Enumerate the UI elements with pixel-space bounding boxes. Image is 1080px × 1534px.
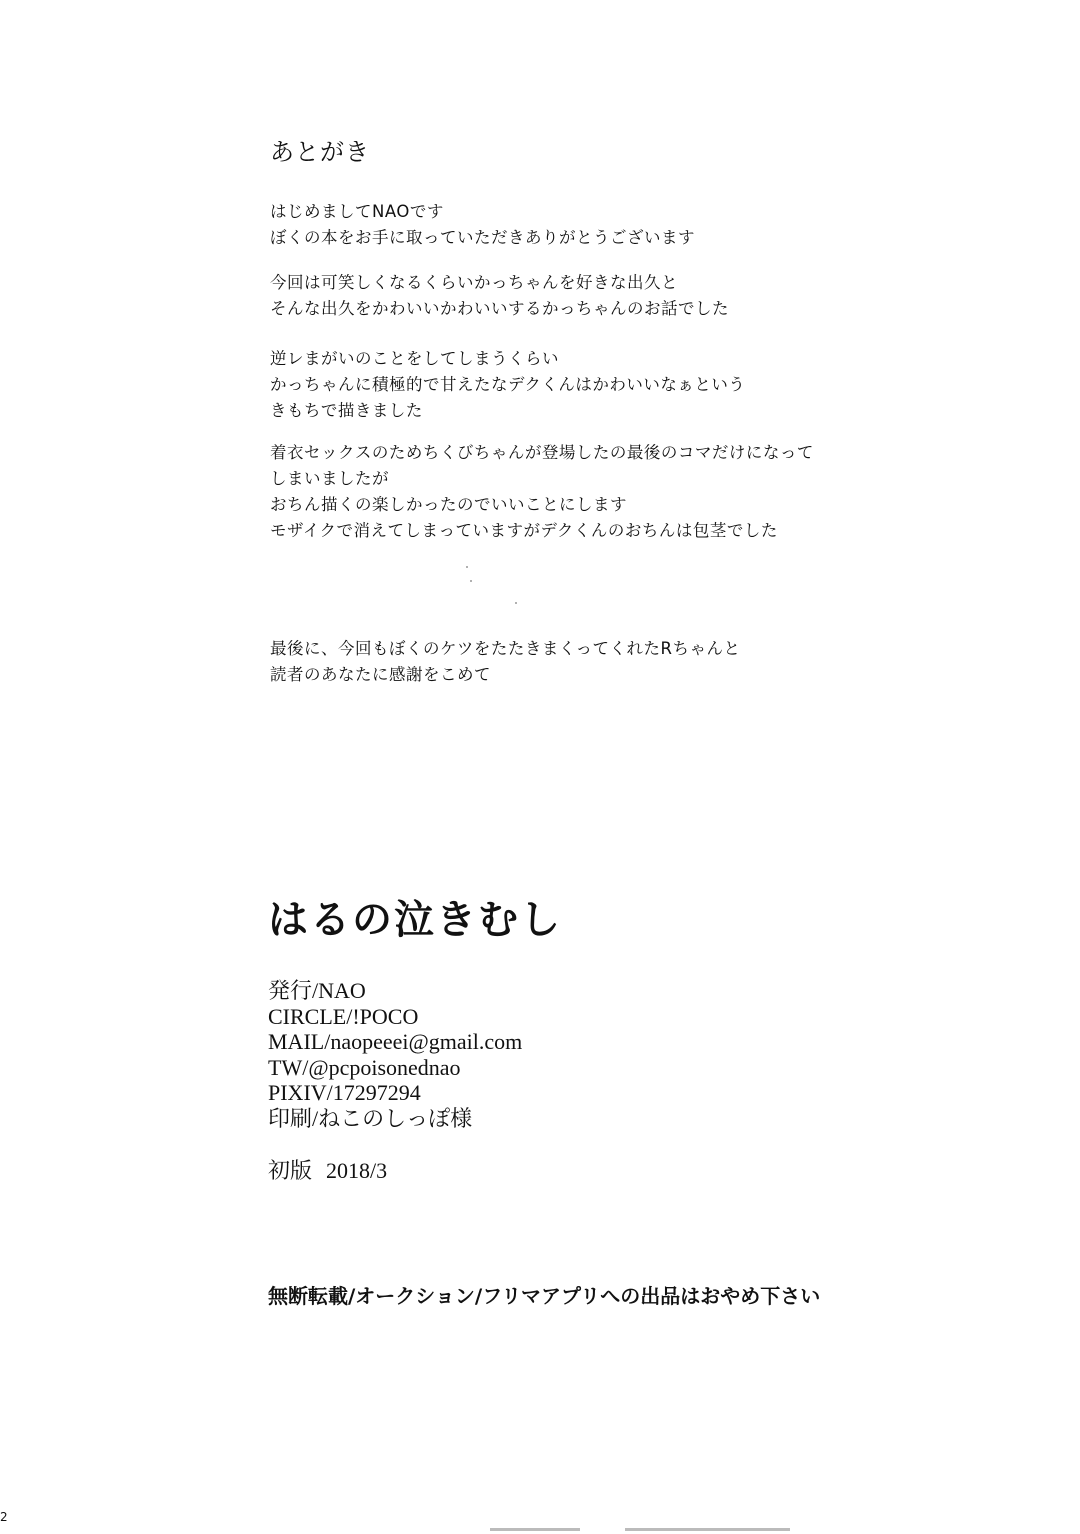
publisher-line: 発行/NAO	[268, 978, 366, 1003]
mail-line: MAIL/naopeeei@gmail.com	[268, 1029, 523, 1054]
text-line: 着衣セックスのためちくびちゃんが登場したの最後のコマだけになって	[270, 443, 814, 462]
text-line: 今回は可笑しくなるくらいかっちゃんを好きな出久と	[270, 273, 678, 292]
scan-speck	[470, 580, 472, 582]
edition-date: 2018/3	[326, 1158, 388, 1183]
text-line: 逆レまがいのことをしてしまうくらい	[270, 349, 559, 368]
text-line: しまいましたが	[270, 469, 389, 488]
edition-line	[268, 1154, 387, 1185]
scan-edge	[625, 1528, 790, 1531]
circle-line: CIRCLE/!POCO	[268, 1003, 419, 1029]
scan-speck	[466, 566, 468, 568]
text-line: かっちゃんに積極的で甘えたなデクくんはかわいいなぁという	[270, 375, 746, 394]
text-line: そんな出久をかわいいかわいいするかっちゃんのお話でした	[270, 299, 729, 318]
book-title: はるの泣きむし	[268, 896, 562, 943]
twitter-line: TW/@pcpoisonednao	[268, 1054, 461, 1080]
text-line: おちん描くの楽しかったのでいいことにします	[270, 495, 627, 514]
pixiv-line: PIXIV/17297294	[268, 1080, 421, 1105]
afterword-heading: あとがき	[270, 138, 370, 166]
text-line: モザイクで消えてしまっていますがデクくんのおちんは包茎でした	[270, 521, 778, 540]
scan-speck	[515, 602, 517, 604]
text-line: 最後に、今回もぼくのケツをたたきまくってくれたRちゃんと	[270, 639, 741, 658]
afterword-paragraph	[270, 199, 695, 251]
reprint-notice: 無断転載/オークション/フリマアプリへの出品はおやめ下さい	[268, 1284, 821, 1308]
text-line: きもちで描きました	[270, 401, 423, 420]
text-line: はじめましてNAOです	[270, 202, 444, 221]
afterword-paragraph	[270, 270, 729, 322]
scan-edge	[490, 1528, 580, 1531]
printer-line: 印刷/ねこのしっぽ様	[268, 1105, 473, 1131]
afterword-paragraph	[270, 346, 745, 424]
text-line: 読者のあなたに感謝をこめて	[270, 665, 491, 684]
afterword-paragraph	[270, 440, 814, 544]
text-line: ぼくの本をお手に取っていただきありがとうございます	[270, 228, 695, 247]
page-number: 2	[0, 1510, 8, 1524]
colophon-info	[268, 978, 522, 1131]
edition-label: 初版	[268, 1158, 313, 1183]
afterword-paragraph	[270, 636, 740, 688]
